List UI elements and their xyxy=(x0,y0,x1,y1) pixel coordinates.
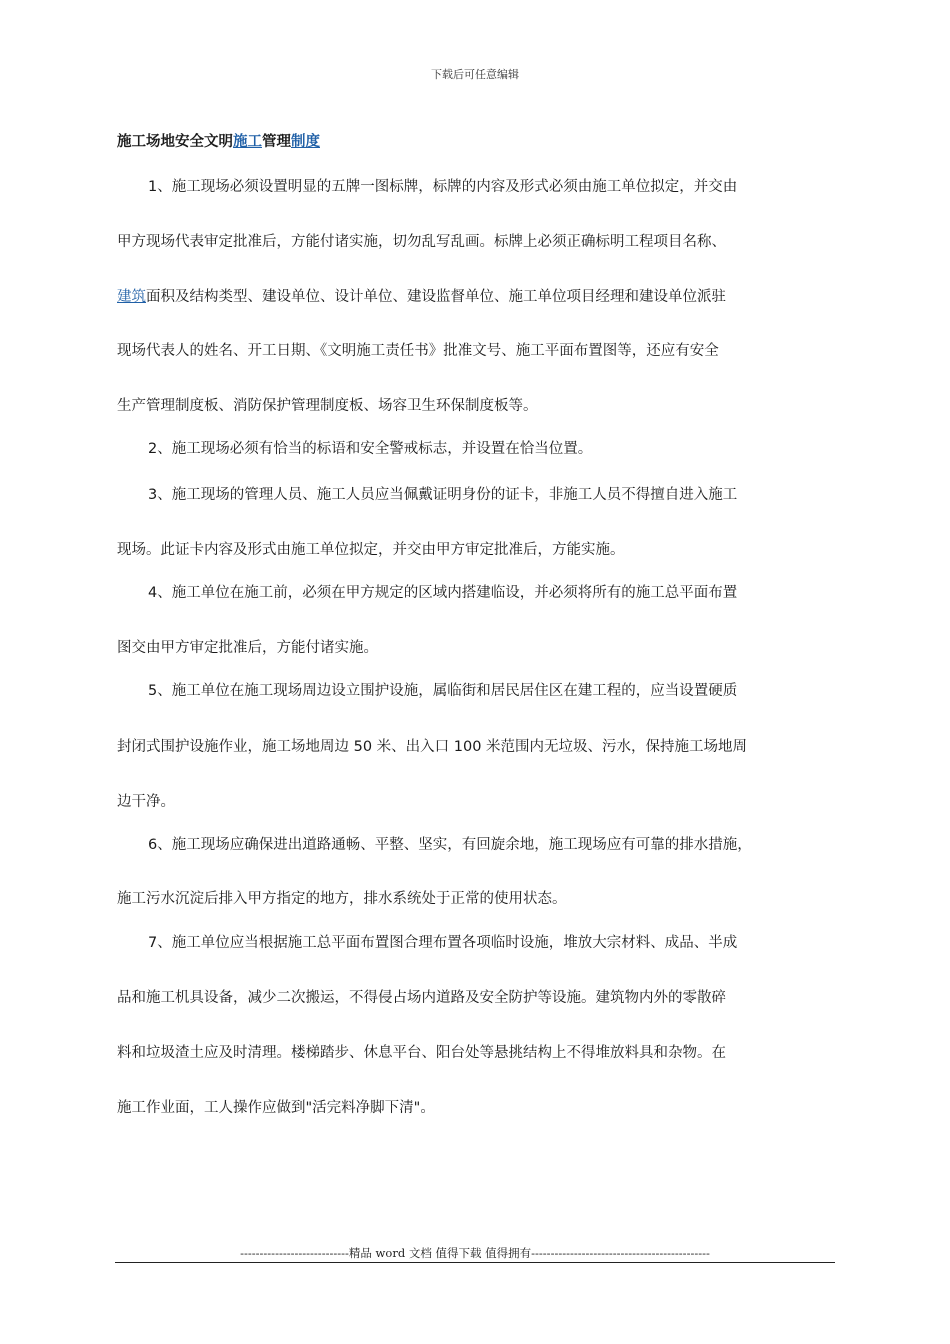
paragraph-7-line-3: 料和垃圾渣土应及时清理。楼梯踏步、休息平台、阳台处等悬挑结构上不得堆放料具和杂物。在 xyxy=(117,1045,726,1061)
paragraph-7-line-4: 施工作业面，工人操作应做到"活完料净脚下清"。 xyxy=(117,1100,435,1116)
paragraph-7-line-1: 7、施工单位应当根据施工总平面布置图合理布置各项临时设施，堆放大宗材料、成品、半成 xyxy=(148,935,738,951)
paragraph-1-line-2: 甲方现场代表审定批准后，方能付诸实施，切勿乱写乱画。标牌上必须正确标明工程项目名称、 xyxy=(117,234,726,250)
paragraph-6-line-1: 6、施工现场应确保进出道路通畅、平整、坚实，有回旋余地，施工现场应有可靠的排水措施， xyxy=(148,837,752,853)
paragraph-5-line-2: 封闭式围护设施作业，施工场地周边 50 米、出入口 100 米范围内无垃圾、污水，保持施工场地周 xyxy=(117,739,748,755)
paragraph-1-line-1: 1、施工现场必须设置明显的五牌一图标牌，标牌的内容及形式必须由施工单位拟定，并交由 xyxy=(148,179,738,195)
paragraph-1-line-4: 现场代表人的姓名、开工日期、《文明施工责任书》批准文号、施工平面布置图等，还应有安全 xyxy=(117,343,719,359)
title-text-2: 管理 xyxy=(262,134,291,150)
footer-divider xyxy=(115,1262,835,1263)
paragraph-7-line-2: 品和施工机具设备，减少二次搬运，不得侵占场内道路及安全防护等设施。建筑物内外的零散碎 xyxy=(117,990,726,1006)
footer-text: ----------------------------精品 word 文档 值得下载 值得拥有---------------------------------------------- xyxy=(240,1246,710,1260)
title-text-1: 施工场地安全文明 xyxy=(117,134,233,150)
paragraph-1-line-5: 生产管理制度板、消防保护管理制度板、场容卫生环保制度板等。 xyxy=(117,398,538,414)
paragraph-1-line-3 xyxy=(117,285,726,306)
paragraph-5-line-1: 5、施工单位在施工现场周边设立围护设施，属临街和居民居住区在建工程的，应当设置硬质 xyxy=(148,683,738,699)
paragraph-4-line-2: 图交由甲方审定批准后，方能付诸实施。 xyxy=(117,640,378,656)
title-link-system[interactable]: 制度 xyxy=(291,134,320,150)
page-header: 下载后可任意编辑 xyxy=(431,68,519,81)
link-building[interactable]: 建筑 xyxy=(117,289,146,305)
paragraph-3-line-1: 3、施工现场的管理人员、施工人员应当佩戴证明身份的证卡，非施工人员不得擅自进入施工 xyxy=(148,487,738,503)
paragraph-1-line-3-text: 面积及结构类型、建设单位、设计单位、建设监督单位、施工单位项目经理和建设单位派驻 xyxy=(146,289,726,305)
paragraph-4-line-1: 4、施工单位在施工前，必须在甲方规定的区域内搭建临设，并必须将所有的施工总平面布置 xyxy=(148,585,738,601)
paragraph-2-line-1: 2、施工现场必须有恰当的标语和安全警戒标志，并设置在恰当位置。 xyxy=(148,441,593,457)
paragraph-3-line-2: 现场。此证卡内容及形式由施工单位拟定，并交由甲方审定批准后，方能实施。 xyxy=(117,542,625,558)
title-link-construction[interactable]: 施工 xyxy=(233,134,262,150)
document-title xyxy=(117,130,320,151)
paragraph-5-line-3: 边干净。 xyxy=(117,794,175,810)
paragraph-6-line-2: 施工污水沉淀后排入甲方指定的地方，排水系统处于正常的使用状态。 xyxy=(117,891,567,907)
